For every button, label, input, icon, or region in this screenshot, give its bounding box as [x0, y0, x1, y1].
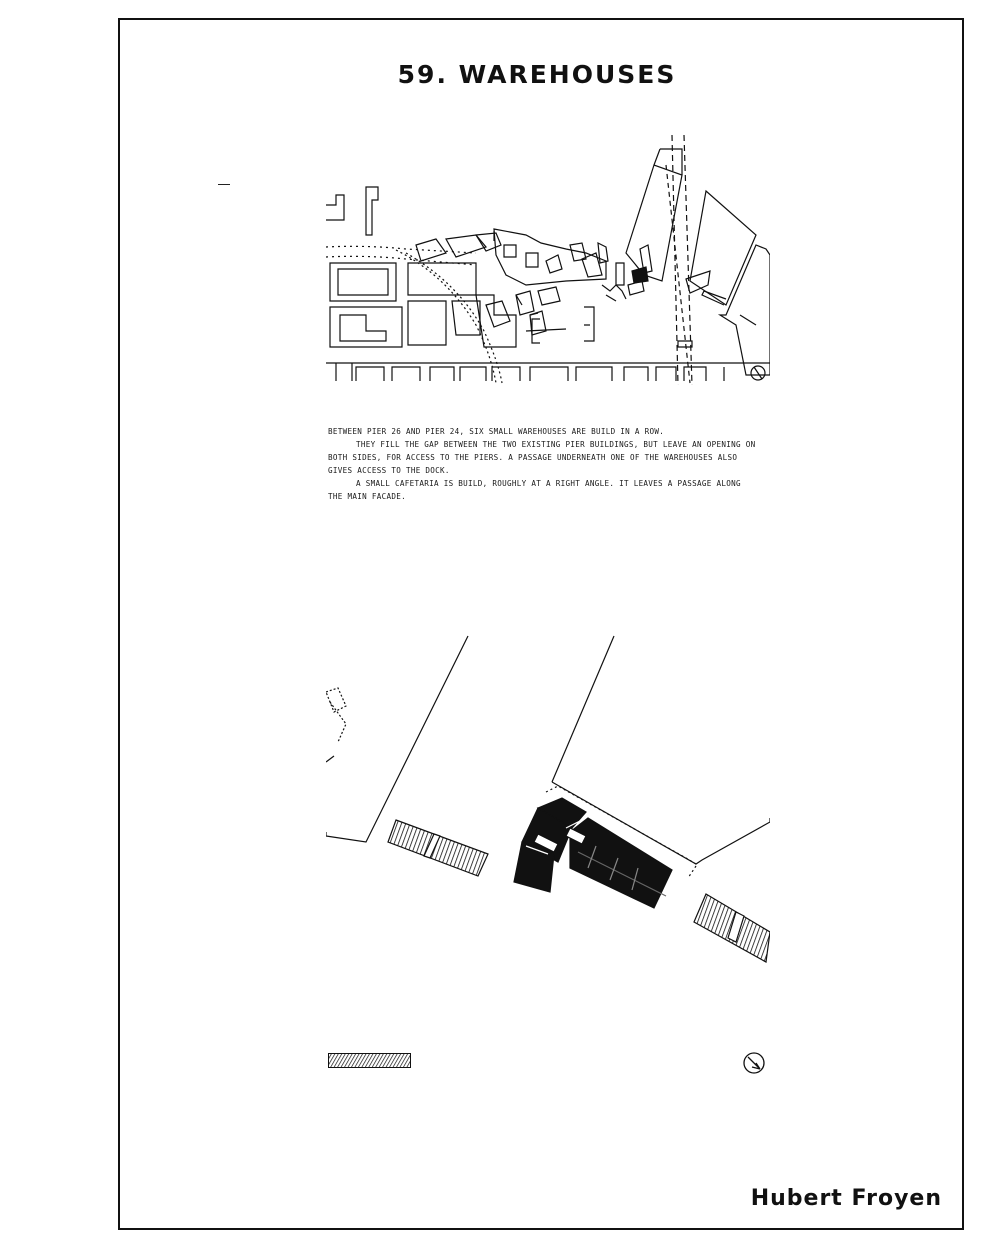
site-plan-drawing — [326, 135, 770, 385]
author-name: Hubert Froyen — [750, 1186, 942, 1211]
margin-mark — [218, 184, 230, 185]
description-paragraph: THEY FILL THE GAP BETWEEN THE TWO EXISTING PIER BUILDINGS, BUT LEAVE AN OPENING ON BOTH SIDES, FOR ACCESS TO THE PIERS. A PASSAGE UNDERNEATH ONE OF THE WAREHOUSES ALSO GIVES ACCESS TO THE DOCK. — [328, 440, 756, 475]
description-text — [328, 425, 758, 503]
hatched-scale-bar-icon — [328, 1053, 411, 1068]
detail-plan-drawing — [326, 632, 770, 968]
north-arrow-icon — [742, 1051, 766, 1075]
description-paragraph: A SMALL CAFETARIA IS BUILD, ROUGHLY AT A RIGHT ANGLE. IT LEAVES A PASSAGE ALONG THE MAIN FACADE. — [328, 479, 741, 501]
description-paragraph: BETWEEN PIER 26 AND PIER 24, SIX SMALL WAREHOUSES ARE BUILD IN A ROW. — [328, 427, 665, 436]
page-title: 59. WAREHOUSES — [397, 60, 677, 89]
